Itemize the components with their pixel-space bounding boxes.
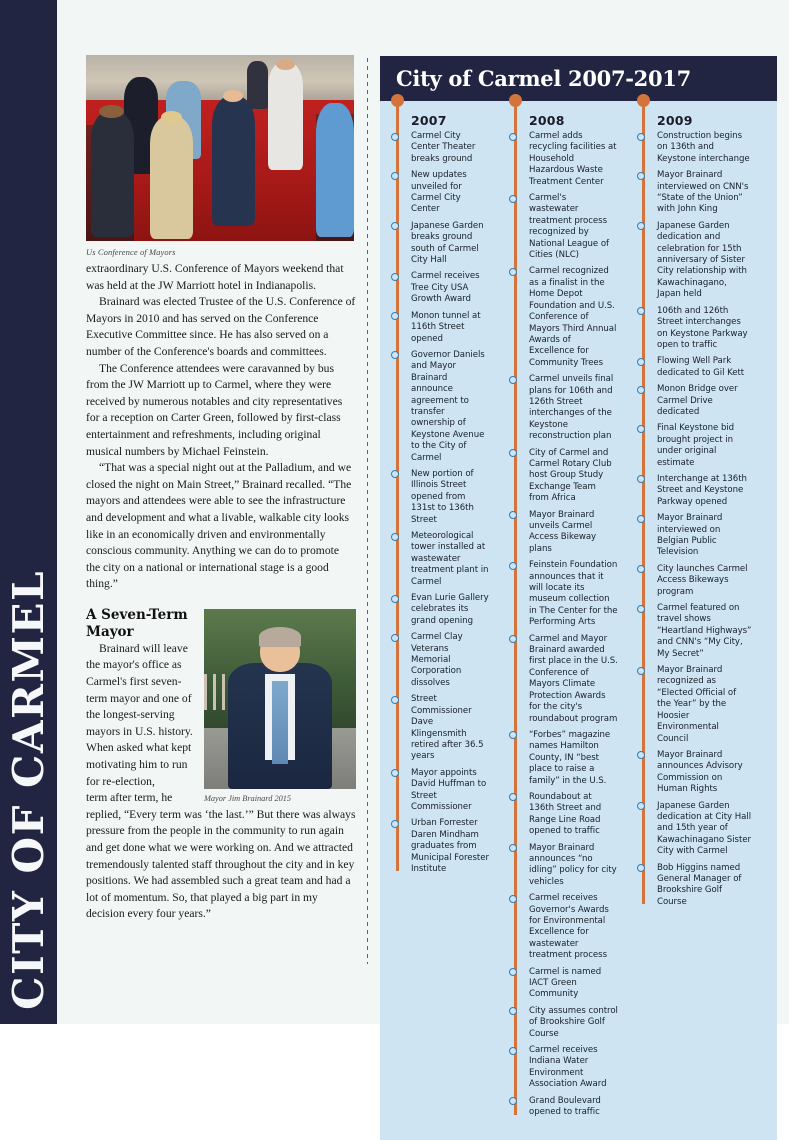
- timeline-event-text: 106th and 126th Street interchanges on Keystone Parkway open to traffic: [657, 305, 748, 350]
- timeline-event-text: City of Carmel and Carmel Rotary Club host Group Study Exchange Team from Africa: [529, 447, 612, 504]
- timeline-event: [529, 1096, 626, 1119]
- timeline-event-text: Grand Boulevard opened to traffic: [529, 1095, 601, 1118]
- timeline-event-text: Carmel's wastewater treatment process recognized by National League of Cities (NLC): [529, 193, 610, 261]
- timeline-panel: [380, 56, 777, 1140]
- timeline-event-text: Japanese Garden dedication at City Hall and 15th year of Kawachinagano Sister City with Carmel: [657, 800, 752, 857]
- timeline-event-text: Carmel adds recycling facilities at Household Hazardous Waste Treatment Center: [529, 131, 617, 187]
- timeline-event: [529, 266, 626, 369]
- timeline-event: [657, 170, 760, 216]
- timeline-event-text: Carmel featured on travel shows “Heartland Highways” and CNN's “My City, My Secret”: [657, 603, 752, 659]
- timeline-event: [529, 448, 626, 505]
- timeline-event-text: Japanese Garden breaks ground south of Carmel City Hall: [411, 220, 484, 266]
- article-wrap-section: [86, 607, 356, 923]
- portrait-tie: [272, 681, 287, 764]
- timeline-event: [529, 967, 626, 1001]
- article-subheading: A Seven-Term Mayor: [86, 606, 188, 640]
- timeline-event-text: Construction begins on 136th and Keystone interchange: [657, 131, 750, 164]
- circle-bullet-icon: [637, 425, 645, 433]
- timeline-event-text: Carmel recognized as a finalist in the Home Depot Foundation and U.S. Conference of Mayors Third Annual Awards of Excellence for Community Trees: [529, 266, 617, 368]
- timeline-event-text: Final Keystone bid brought project in under original estimate: [657, 423, 735, 468]
- timeline-event: [657, 384, 760, 418]
- circle-bullet-icon: [637, 386, 645, 394]
- timeline-year-label: 2009: [657, 113, 693, 128]
- timeline-event: [657, 221, 760, 301]
- timeline-event-text: Japanese Garden dedication and celebration for 15th anniversary of Sister City relationship with Kawachinagano, Japan held: [657, 220, 747, 300]
- circle-bullet-icon: [509, 449, 517, 457]
- timeline-column-2009: [626, 101, 760, 1124]
- article-paragraph: extraordinary U.S. Conference of Mayors weekend that was held at the JW Marriott hotel in Indianapolis.: [86, 262, 344, 292]
- timeline-event: [411, 694, 498, 762]
- circle-bullet-icon: [509, 1047, 517, 1055]
- circle-bullet-icon: [391, 273, 399, 281]
- timeline-event: [529, 792, 626, 838]
- timeline-event-text: City assumes control of Brookshire Golf Course: [529, 1005, 618, 1039]
- timeline-event-text: Carmel is named IACT Green Community: [529, 966, 602, 1000]
- timeline-event-text: Mayor Brainard recognized as “Elected Official of the Year” by the Hoosier Environmental Council: [657, 665, 737, 744]
- timeline-event-text: Carmel City Center Theater breaks ground: [411, 131, 476, 164]
- timeline-event-text: Mayor appoints David Huffman to Street Commissioner: [411, 767, 487, 812]
- timeline-event: [657, 665, 760, 745]
- timeline-event: [657, 750, 760, 796]
- timeline-title: City of Carmel 2007-2017: [396, 66, 691, 91]
- timeline-column-2007: [380, 101, 498, 1124]
- timeline-events-2008: [498, 131, 626, 1119]
- circle-bullet-icon: [509, 562, 517, 570]
- circle-bullet-icon: [509, 268, 517, 276]
- timeline-event-text: Mayor Brainard unveils Carmel Access Bikeway plans: [529, 509, 597, 554]
- timeline-event-text: Meteorological tower installed at wastewater treatment plant in Carmel: [411, 531, 489, 587]
- timeline-year-label: 2007: [411, 113, 447, 128]
- timeline-event-text: Mayor Brainard interviewed on CNN's “State of the Union” with John King: [657, 170, 749, 215]
- timeline-event-text: Mayor Brainard interviewed on Belgian Public Television: [657, 513, 723, 558]
- timeline-event: [657, 131, 760, 165]
- circle-bullet-icon: [509, 133, 517, 141]
- circle-bullet-icon: [509, 895, 517, 903]
- timeline-event: [657, 801, 760, 858]
- timeline-event: [529, 193, 626, 261]
- timeline-event-text: Feinstein Foundation announces that it will locate its museum collection in The Center for the Performing Arts: [529, 560, 618, 628]
- photo-figure-head: [276, 59, 295, 70]
- article-paragraph: Brainard will leave the mayor's office as Carmel's first seven-term mayor and one of the longest-serving mayors in U.S. history. When asked what kept motivating him to run for re-election,: [86, 641, 193, 788]
- article-paragraph: “That was a special night out at the Palladium, and we closed the night on Main Street,” Brainard recalled. “The mayors and attendees were able to see the infrastructure and development and what a livable, walkable city looks like in an economically driven and environmentally conscious community. Anything we can do to promote the city on a national or international stage is a good thing.”: [86, 461, 352, 591]
- top-photo-caption: Us Conference of Mayors: [86, 247, 176, 257]
- article-paragraph: The Conference attendees were caravanned by bus from the JW Marriott up to Carmel, where they were received by numerous notables and city representatives for a reception on Carter Green, followed by first-class entertainment and refreshments, including original musical numbers by Michael Feinstein.: [86, 361, 343, 458]
- circle-bullet-icon: [637, 133, 645, 141]
- circle-bullet-icon: [391, 533, 399, 541]
- timeline-column-2008: [498, 101, 626, 1124]
- circle-bullet-icon: [637, 667, 645, 675]
- portrait-figure: [204, 609, 356, 803]
- timeline-event: [529, 730, 626, 787]
- circle-bullet-icon: [509, 844, 517, 852]
- photo-figure-head: [99, 105, 123, 118]
- timeline-event-text: Carmel Clay Veterans Memorial Corporation dissolves: [411, 632, 463, 688]
- photo-figure: [247, 61, 268, 109]
- timeline-event: [529, 1045, 626, 1091]
- timeline-event-text: Carmel unveils final plans for 106th and 126th Street interchanges of the Keystone reconstruction plan: [529, 374, 614, 442]
- timeline-event-text: Interchange at 136th Street and Keystone Parkway opened: [657, 473, 747, 507]
- timeline-event: [411, 221, 498, 267]
- circle-bullet-icon: [637, 605, 645, 613]
- timeline-event: [411, 469, 498, 526]
- timeline-events-2009: [626, 131, 760, 908]
- us-conference-of-mayors-red-carpet-photo: [86, 55, 354, 241]
- timeline-event: [657, 513, 760, 559]
- photo-figure-head: [161, 111, 182, 123]
- circle-bullet-icon: [509, 195, 517, 203]
- timeline-event: [411, 350, 498, 464]
- portrait-caption: Mayor Jim Brainard 2015: [204, 793, 292, 803]
- side-rail-label: CITY OF CARMEL: [3, 570, 53, 1010]
- circle-bullet-icon: [391, 696, 399, 704]
- timeline-vertical-line: [514, 101, 517, 1115]
- timeline-event: [529, 634, 626, 725]
- timeline-event: [411, 531, 498, 588]
- timeline-event-text: “Forbes” magazine names Hamilton County, IN “best place to raise a family” in the U.S.: [529, 729, 611, 786]
- timeline-event: [657, 474, 760, 508]
- timeline-event: [529, 893, 626, 961]
- timeline-columns: [380, 101, 777, 1140]
- photo-figure-mayor: [212, 96, 255, 226]
- timeline-event-text: Carmel receives Indiana Water Environment Association Award: [529, 1045, 607, 1090]
- timeline-event-text: Carmel receives Tree City USA Growth Award: [411, 271, 480, 305]
- timeline-event-text: Evan Lurie Gallery celebrates its grand opening: [411, 593, 489, 626]
- timeline-event-text: New updates unveiled for Carmel City Center: [411, 170, 467, 215]
- timeline-event: [529, 1006, 626, 1040]
- timeline-event: [411, 311, 498, 345]
- article-paragraph: term after term, he replied, “Every term was ‘the last.’” But there was always pressure from the people in the community to run again and get done what we were working on. And we attracted tremendously talented staff throughout the city and in key positions. We had assembled such a great team and had a lot of momentum. So, that played a big part in my decision every four years.”: [86, 791, 356, 921]
- timeline-event-text: Carmel receives Governor's Awards for Environmental Excellence for wastewater treatment process: [529, 893, 609, 961]
- circle-bullet-icon: [637, 802, 645, 810]
- timeline-event-text: Monon Bridge over Carmel Drive dedicated: [657, 384, 738, 417]
- timeline-event: [411, 768, 498, 814]
- timeline-event-text: Governor Daniels and Mayor Brainard announce agreement to transfer ownership of Keystone Avenue to the City of Carmel: [411, 349, 485, 463]
- column-divider: [367, 58, 368, 964]
- portrait-hair: [259, 627, 302, 647]
- timeline-event: [411, 818, 498, 875]
- article-paragraph: Brainard was elected Trustee of the U.S. Conference of Mayors in 2010 and has served on the Conference Executive Committee since. He has also served on a number of the Conference's boards and committees.: [86, 295, 356, 358]
- circle-bullet-icon: [391, 172, 399, 180]
- photo-figure: [268, 62, 303, 170]
- circle-bullet-icon: [509, 376, 517, 384]
- timeline-event: [657, 564, 760, 598]
- timeline-event-text: City launches Carmel Access Bikeways program: [657, 563, 748, 597]
- timeline-event-text: Carmel and Mayor Brainard awarded first place in the U.S. Conference of Mayors Climate Protection Awards for the city's roundabout program: [529, 633, 618, 724]
- mayor-jim-brainard-portrait: [204, 609, 356, 789]
- timeline-event: [529, 374, 626, 442]
- timeline-event-text: Roundabout at 136th Street and Range Line Road opened to traffic: [529, 791, 602, 837]
- photo-figure: [91, 111, 134, 237]
- timeline-header: [380, 56, 777, 101]
- article-column: [86, 55, 356, 923]
- timeline-event-text: Monon tunnel at 116th Street opened: [411, 310, 481, 344]
- circle-bullet-icon: [637, 864, 645, 872]
- circle-bullet-icon: [391, 133, 399, 141]
- timeline-event: [657, 603, 760, 660]
- timeline-event: [657, 423, 760, 469]
- timeline-event: [657, 306, 760, 352]
- timeline-event-text: Mayor Brainard announces “no idling” policy for city vehicles: [529, 842, 617, 887]
- circle-bullet-icon: [637, 515, 645, 523]
- timeline-year-label: 2008: [529, 113, 565, 128]
- timeline-event: [529, 843, 626, 889]
- timeline-event: [529, 560, 626, 628]
- timeline-vertical-line: [396, 101, 399, 871]
- timeline-event: [529, 510, 626, 556]
- circle-bullet-icon: [391, 820, 399, 828]
- timeline-event: [411, 170, 498, 216]
- photo-figure: [150, 116, 193, 239]
- circle-bullet-icon: [637, 172, 645, 180]
- article-body: [86, 261, 356, 593]
- circle-bullet-icon: [637, 358, 645, 366]
- side-rail: [0, 0, 57, 1024]
- timeline-event: [411, 131, 498, 165]
- timeline-event: [411, 271, 498, 305]
- timeline-event: [657, 356, 760, 379]
- timeline-event: [411, 632, 498, 689]
- timeline-event: [411, 593, 498, 627]
- timeline-event: [657, 863, 760, 909]
- circle-bullet-icon: [391, 634, 399, 642]
- photo-figure: [316, 103, 354, 237]
- timeline-event-text: Bob Higgins named General Manager of Brookshire Golf Course: [657, 862, 742, 907]
- timeline-event-text: New portion of Illinois Street opened from 131st to 136th Street: [411, 468, 474, 525]
- timeline-event-text: Flowing Well Park dedicated to Gil Kett: [657, 356, 745, 378]
- timeline-event-text: Street Commissioner Dave Klingensmith retired after 36.5 years: [411, 694, 484, 762]
- timeline-event-text: Mayor Brainard announces Advisory Commission on Human Rights: [657, 749, 743, 795]
- circle-bullet-icon: [391, 595, 399, 603]
- timeline-event-text: Urban Forrester Daren Mindham graduates from Municipal Forester Institute: [411, 818, 489, 874]
- timeline-event: [529, 131, 626, 188]
